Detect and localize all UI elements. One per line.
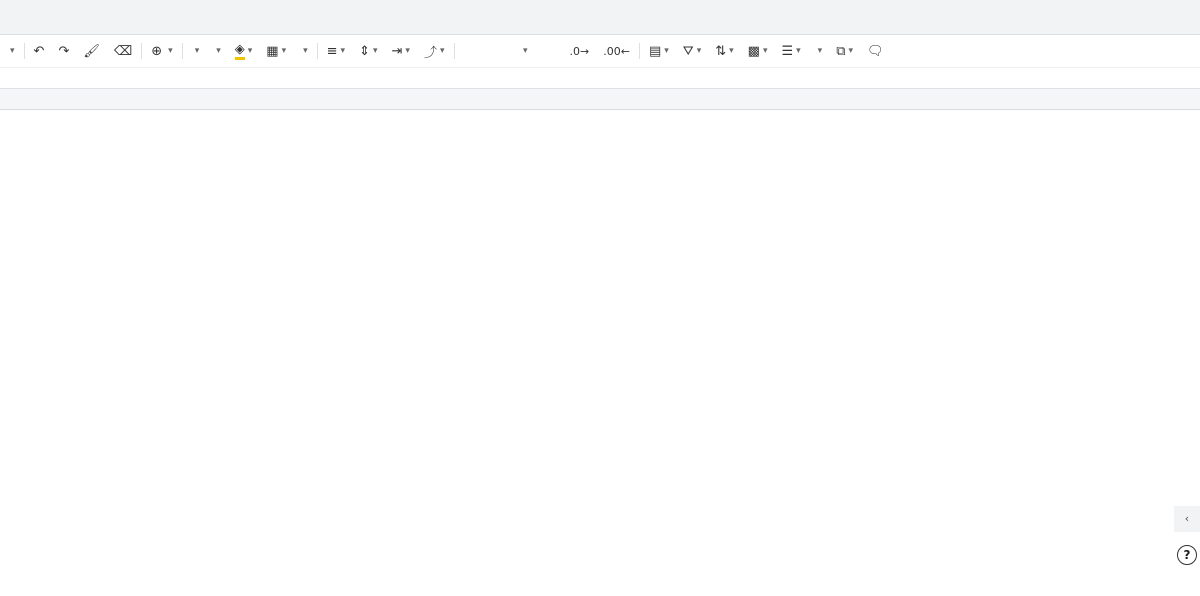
plus-circle-icon: ⊕ xyxy=(151,43,163,59)
font-color-button[interactable] xyxy=(206,38,228,64)
conditional-format-icon: ▤ xyxy=(648,43,662,59)
divider xyxy=(317,43,318,59)
chevron-down-icon: ▾ xyxy=(762,46,768,56)
decrease-decimal-icon: .00← xyxy=(603,44,630,58)
chevron-down-icon: ▾ xyxy=(664,46,669,56)
row-col-button[interactable] xyxy=(774,38,807,64)
formula-bar[interactable] xyxy=(0,68,1200,89)
wrap-text-icon: ⇥ xyxy=(391,43,403,59)
undo-icon: ↶ xyxy=(33,43,45,59)
number-format-dropdown[interactable] xyxy=(457,38,535,64)
data-tools-icon: ⧉ xyxy=(836,43,846,59)
comment-icon: 🗨 xyxy=(867,43,884,59)
divider xyxy=(639,43,640,59)
cell-style-dropdown[interactable] xyxy=(0,38,22,64)
chevron-down-icon: ▾ xyxy=(303,46,308,56)
filter-icon: ⛛ xyxy=(682,43,694,59)
comment-button[interactable] xyxy=(860,38,891,64)
toolbar xyxy=(0,35,1200,68)
spreadsheet-grid xyxy=(0,110,1200,596)
increase-decimal-icon: .0→ xyxy=(569,44,590,58)
chevron-down-icon: ▾ xyxy=(405,46,410,56)
data-tools-button[interactable] xyxy=(829,38,860,64)
sheet-tab-bar xyxy=(0,0,1200,35)
divider xyxy=(182,43,183,59)
chevron-down-icon: ▾ xyxy=(216,46,221,56)
question-icon: ? xyxy=(1183,548,1191,562)
chevron-down-icon: ▾ xyxy=(729,46,734,56)
chevron-down-icon: ▾ xyxy=(848,46,854,56)
divider xyxy=(141,43,142,59)
decrease-decimal-button[interactable] xyxy=(596,38,637,64)
format-painter-button[interactable] xyxy=(76,38,107,64)
fill-color-button[interactable] xyxy=(228,38,260,64)
bold-button[interactable] xyxy=(293,38,315,64)
conditional-format-button[interactable] xyxy=(642,38,676,64)
borders-button[interactable] xyxy=(259,38,293,64)
divider xyxy=(24,43,25,59)
undo-button[interactable] xyxy=(27,38,52,64)
divider xyxy=(454,43,455,59)
font-size-dropdown[interactable] xyxy=(185,38,207,64)
insert-dropdown[interactable] xyxy=(144,38,179,64)
paint-bucket-icon: ◈ xyxy=(235,43,245,60)
wrap-text-button[interactable] xyxy=(385,38,417,64)
align-horizontal-button[interactable] xyxy=(320,38,352,64)
chevron-down-icon: ▾ xyxy=(168,46,173,56)
percent-button[interactable] xyxy=(549,38,563,64)
currency-button[interactable] xyxy=(535,38,549,64)
redo-button[interactable] xyxy=(51,38,76,64)
chevron-down-icon: ▾ xyxy=(696,46,702,56)
chevron-down-icon: ▾ xyxy=(817,46,823,56)
help-button[interactable] xyxy=(1177,545,1197,565)
sort-icon: ⇅ xyxy=(715,43,727,59)
chevron-left-icon: ‹ xyxy=(1184,512,1190,525)
chevron-down-icon: ▾ xyxy=(372,46,378,56)
format-painter-icon: 🖌 xyxy=(83,43,100,59)
column-header-bar xyxy=(0,89,1200,110)
clear-format-button[interactable] xyxy=(107,38,139,64)
freeze-button[interactable] xyxy=(741,38,775,64)
align-middle-icon: ⇕ xyxy=(359,43,370,59)
redo-icon: ↷ xyxy=(58,43,70,59)
chevron-down-icon: ▾ xyxy=(247,46,253,56)
chevron-down-icon: ▾ xyxy=(340,46,346,56)
align-left-icon: ≡ xyxy=(326,43,338,59)
freeze-icon: ▩ xyxy=(747,43,760,59)
sort-button[interactable] xyxy=(708,38,740,64)
row-col-icon: ☰ xyxy=(781,43,794,59)
rotate-text-icon: ⤴ xyxy=(423,45,437,61)
border-grid-icon: ▦ xyxy=(266,43,279,59)
sum-button[interactable] xyxy=(808,38,830,64)
align-vertical-button[interactable] xyxy=(352,38,384,64)
filter-button[interactable] xyxy=(676,38,708,64)
chevron-down-icon: ▾ xyxy=(281,46,287,56)
increase-decimal-button[interactable] xyxy=(563,38,597,64)
eraser-icon: ⌫ xyxy=(113,43,133,59)
chevron-down-icon: ▾ xyxy=(522,46,528,56)
chevron-down-icon: ▾ xyxy=(10,46,15,56)
chevron-down-icon: ▾ xyxy=(796,46,801,56)
chevron-down-icon: ▾ xyxy=(194,46,200,56)
chevron-down-icon: ▾ xyxy=(439,46,445,56)
rotate-text-button[interactable] xyxy=(417,38,452,64)
collapse-panel-button[interactable] xyxy=(1174,506,1200,532)
